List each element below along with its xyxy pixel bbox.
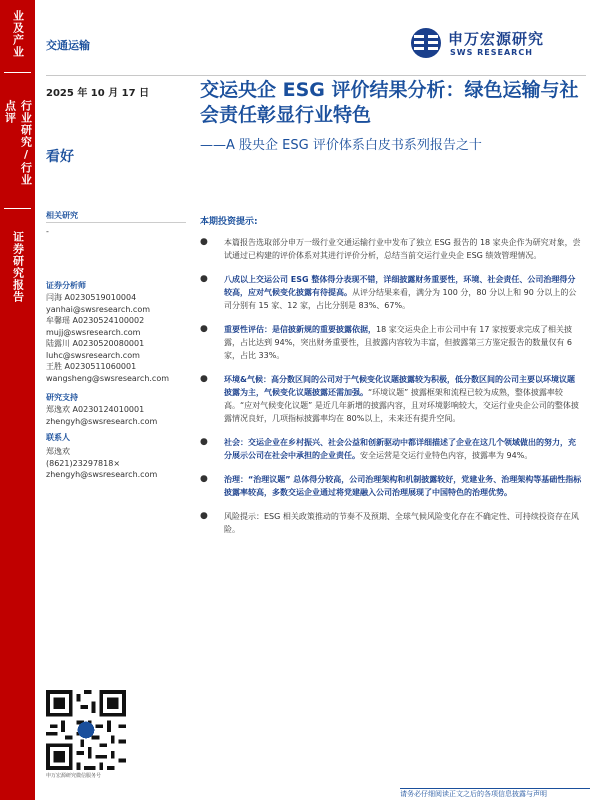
report-date: 2025 年 10 月 17 日	[46, 88, 150, 99]
qr-code-icon	[46, 690, 126, 770]
analyst-line: mujj@swsresearch.com	[46, 327, 141, 337]
side-tab-report-type: 行业研究/行业点评	[3, 100, 33, 186]
bullet-item: ● 本篇报告选取部分申万一级行业交通运输行业中发布了独立 ESG 报告的 18 家央企作为研究对象，尝试通过已构建的评价体系对其进行评价分析，总结当前交运行业央企 ESG 绩效管理情况。	[200, 237, 581, 260]
side-tab-securities: 证券研究报告	[11, 231, 25, 303]
industry-category: 交通运输	[46, 39, 90, 52]
side-tab-industry: 业及产业	[11, 10, 25, 58]
analysts-label: 证券分析师	[46, 281, 86, 290]
contact-label: 联系人	[46, 433, 70, 442]
side-divider	[4, 72, 31, 73]
bullet-icon: ●	[200, 511, 208, 521]
header-rule	[46, 75, 586, 76]
report-title: 交运央企 ESG 评价结果分析：绿色运输与社会责任彰显行业特色	[200, 79, 579, 126]
report-subtitle: ——A 股央企 ESG 评价体系白皮书系列报告之十	[200, 138, 482, 153]
research-support-label: 研究支持	[46, 393, 78, 402]
analyst-line: 陆露川 A0230520080001	[46, 339, 145, 348]
bullet-item: ● 治理：“治理议题” 总体得分较高，公司治理架构和机制披露较好，党建业务、治理架构等基础性指标披露率较高，多数交运企业通过将党建融入公司治理展现了中国特色的治理优势。	[200, 474, 582, 497]
summary-heading: 本期投资提示:	[200, 217, 258, 227]
analyst-line: 闫海 A0230519010004	[46, 293, 137, 302]
contact-list	[46, 446, 157, 481]
footer-disclaimer: 请务必仔细阅读正文之后的各项信息披露与声明	[400, 790, 547, 798]
bullet-icon: ●	[200, 374, 208, 384]
analyst-line: wangsheng@swsresearch.com	[46, 373, 170, 383]
summary-bullets	[200, 236, 582, 547]
related-research-label: 相关研究	[46, 211, 78, 220]
bullet-icon: ●	[200, 237, 208, 247]
analyst-line: 牟馨瑶 A0230524100002	[46, 316, 145, 325]
divider	[46, 222, 186, 223]
analyst-line: yanhai@swsresearch.com	[46, 304, 151, 314]
side-divider	[4, 208, 31, 209]
logo-text-en: SWS RESEARCH	[450, 48, 533, 57]
contact-line: 郑逸欢	[46, 447, 70, 456]
contact-line: zhengyh@swsresearch.com	[46, 470, 158, 479]
bullet-item: ● 风险提示：ESG 相关政策推动的节奏不及预期、全球气候风险变化存在不确定性、可持续投资存在风险。	[200, 511, 579, 534]
analyst-line: luhc@swsresearch.com	[46, 350, 140, 360]
support-line: zhengyh@swsresearch.com	[46, 416, 158, 426]
support-line: 郑逸欢 A0230124010001	[46, 405, 145, 414]
bullet-icon: ●	[200, 324, 208, 334]
contact-line: (8621)23297818×	[46, 458, 121, 468]
bullet-item: ● 重要性评估：是信披新规的重要披露依据，18 家交运央企上市公司中有 17 家按要求完成了相关披露，占比达到 94%，突出财务重要性，且披露内容较为丰富，但披露第三方鉴定报告的数量仅有 6 家，占比 33%。	[200, 324, 572, 360]
bullet-icon: ●	[200, 274, 208, 284]
bullet-item: ● 环境&气候：高分数区间的公司对于气候变化议题披露较为积极，低分数区间的公司主要以环境议题披露为主，气候变化议题披露还需加强。“环境议题” 披露框架和流程已较为成熟，整体披露率较高。“应对气候变化议题” 是近几年新增的披露内容，且对环境影响较大，交运行业央企公司的整体披露情况良好，几项指标披露率均在 80%以上，未来还有提升空间。	[200, 374, 579, 423]
analysts-list	[46, 292, 169, 384]
bullet-icon: ●	[200, 474, 208, 484]
logo-text-cn: 申万宏源研究	[448, 30, 545, 48]
rating: 看好	[46, 149, 74, 165]
bullet-item: ● 八成以上交运公司 ESG 整体得分表现不错，详细披露财务重要性，环境、社会责任、公司治理得分较高，应对气候变化披露有待提高。从评分结果来看，满分为 100 分，80 分以上和 90 分以上的公司分别有 15 家、12 家，占比分别是 83%、67%。	[200, 274, 577, 310]
qr-caption: 申万宏源研究微信服务号	[46, 773, 102, 779]
company-logo	[408, 24, 578, 60]
bullet-item: ● 社会：交运企业在乡村振兴、社会公益和创新驱动中都详细描述了企业在这几个领域做出的努力，充分展示公司在社会中承担的企业责任。安全运营是交运行业特色内容，披露率为 94%。	[200, 437, 576, 460]
related-research-value: -	[46, 227, 49, 236]
analyst-line: 王胜 A0230511060001	[46, 362, 137, 371]
research-support-list	[46, 404, 157, 427]
bullet-icon: ●	[200, 437, 208, 447]
logo-mark-icon	[408, 26, 444, 60]
